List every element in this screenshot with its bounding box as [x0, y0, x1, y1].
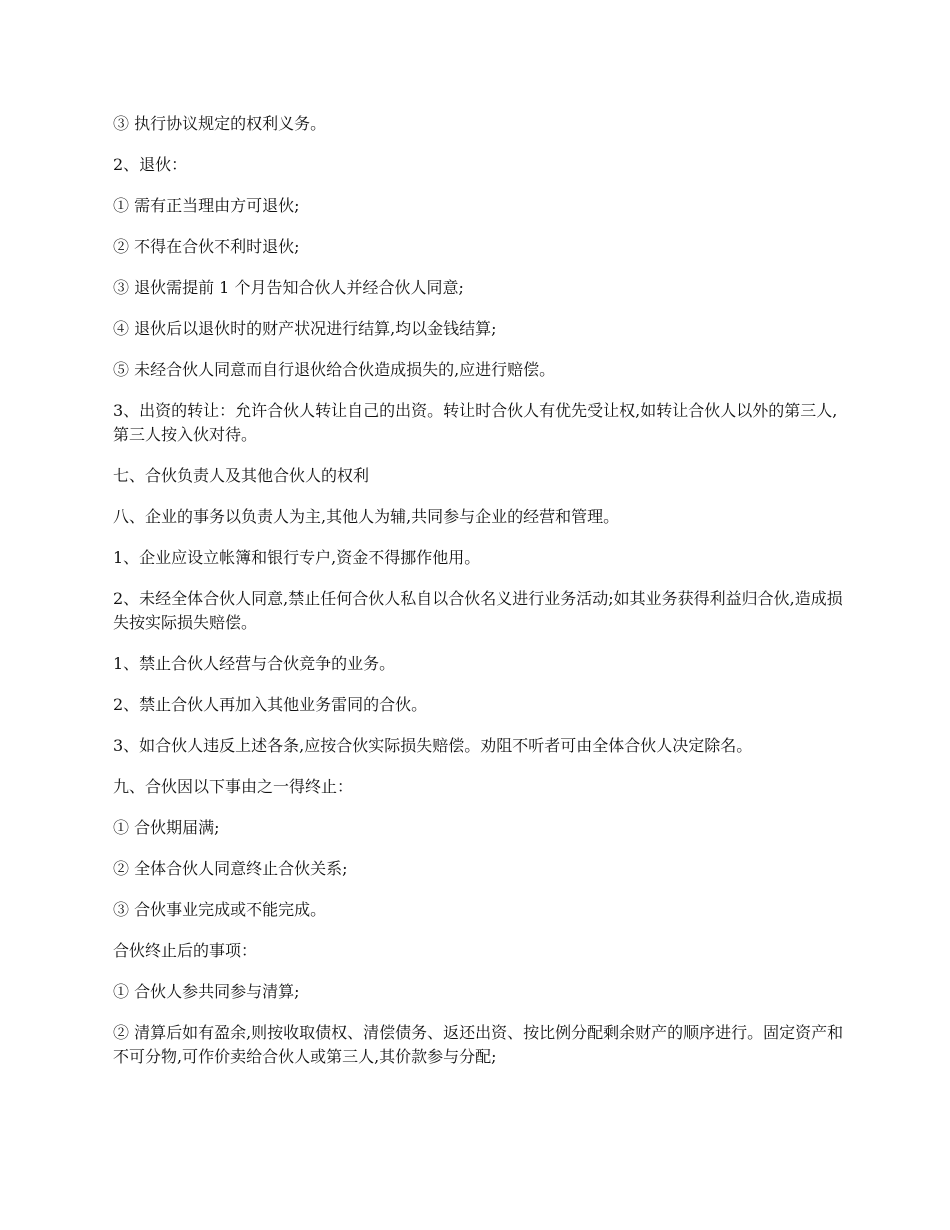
- paragraph: ③ 退伙需提前 1 个月告知合伙人并经合伙人同意;: [113, 278, 464, 297]
- paragraph: ① 合伙人参共同参与清算;: [113, 982, 300, 1001]
- paragraph: ② 清算后如有盈余,则按收取债权、清偿债务、返还出资、按比例分配剩余财产的顺序进行。固定资产和不可分物,可作价卖给合伙人或第三人,其价款参与分配;: [113, 1023, 844, 1066]
- paragraph: ⑤ 未经合伙人同意而自行退伙给合伙造成损失的,应进行赔偿。: [113, 360, 556, 379]
- paragraph: 1、企业应设立帐簿和银行专户,资金不得挪作他用。: [113, 548, 481, 567]
- paragraph: 3、如合伙人违反上述各条,应按合伙实际损失赔偿。劝阻不听者可由全体合伙人决定除名。: [113, 736, 753, 755]
- paragraph: ① 合伙期届满;: [113, 818, 220, 837]
- paragraph: 3、出资的转让：允许合伙人转让自己的出资。转让时合伙人有优先受让权,如转让合伙人以外的第三人,第三人按入伙对待。: [113, 401, 838, 444]
- document-body: [113, 112, 848, 1086]
- paragraph: 2、禁止合伙人再加入其他业务雷同的合伙。: [113, 695, 428, 714]
- section-heading: 八、企业的事务以负责人为主,其他人为辅,共同参与企业的经营和管理。: [113, 507, 620, 526]
- paragraph: ① 需有正当理由方可退伙;: [113, 196, 300, 215]
- paragraph: 合伙终止后的事项：: [113, 941, 258, 960]
- section-heading: 七、合伙负责人及其他合伙人的权利: [113, 466, 370, 485]
- paragraph: ② 全体合伙人同意终止合伙关系;: [113, 859, 348, 878]
- paragraph: ③ 执行协议规定的权利义务。: [113, 114, 327, 133]
- paragraph: 1、禁止合伙人经营与合伙竞争的业务。: [113, 654, 396, 673]
- paragraph: ② 不得在合伙不利时退伙;: [113, 237, 300, 256]
- paragraph: 2、退伙：: [113, 155, 188, 174]
- section-heading: 九、合伙因以下事由之一得终止：: [113, 777, 354, 796]
- paragraph: 2、未经全体合伙人同意,禁止任何合伙人私自以合伙名义进行业务活动;如其业务获得利益归合伙,造成损失按实际损失赔偿。: [113, 589, 843, 632]
- paragraph: ③ 合伙事业完成或不能完成。: [113, 900, 327, 919]
- paragraph: ④ 退伙后以退伙时的财产状况进行结算,均以金钱结算;: [113, 319, 497, 338]
